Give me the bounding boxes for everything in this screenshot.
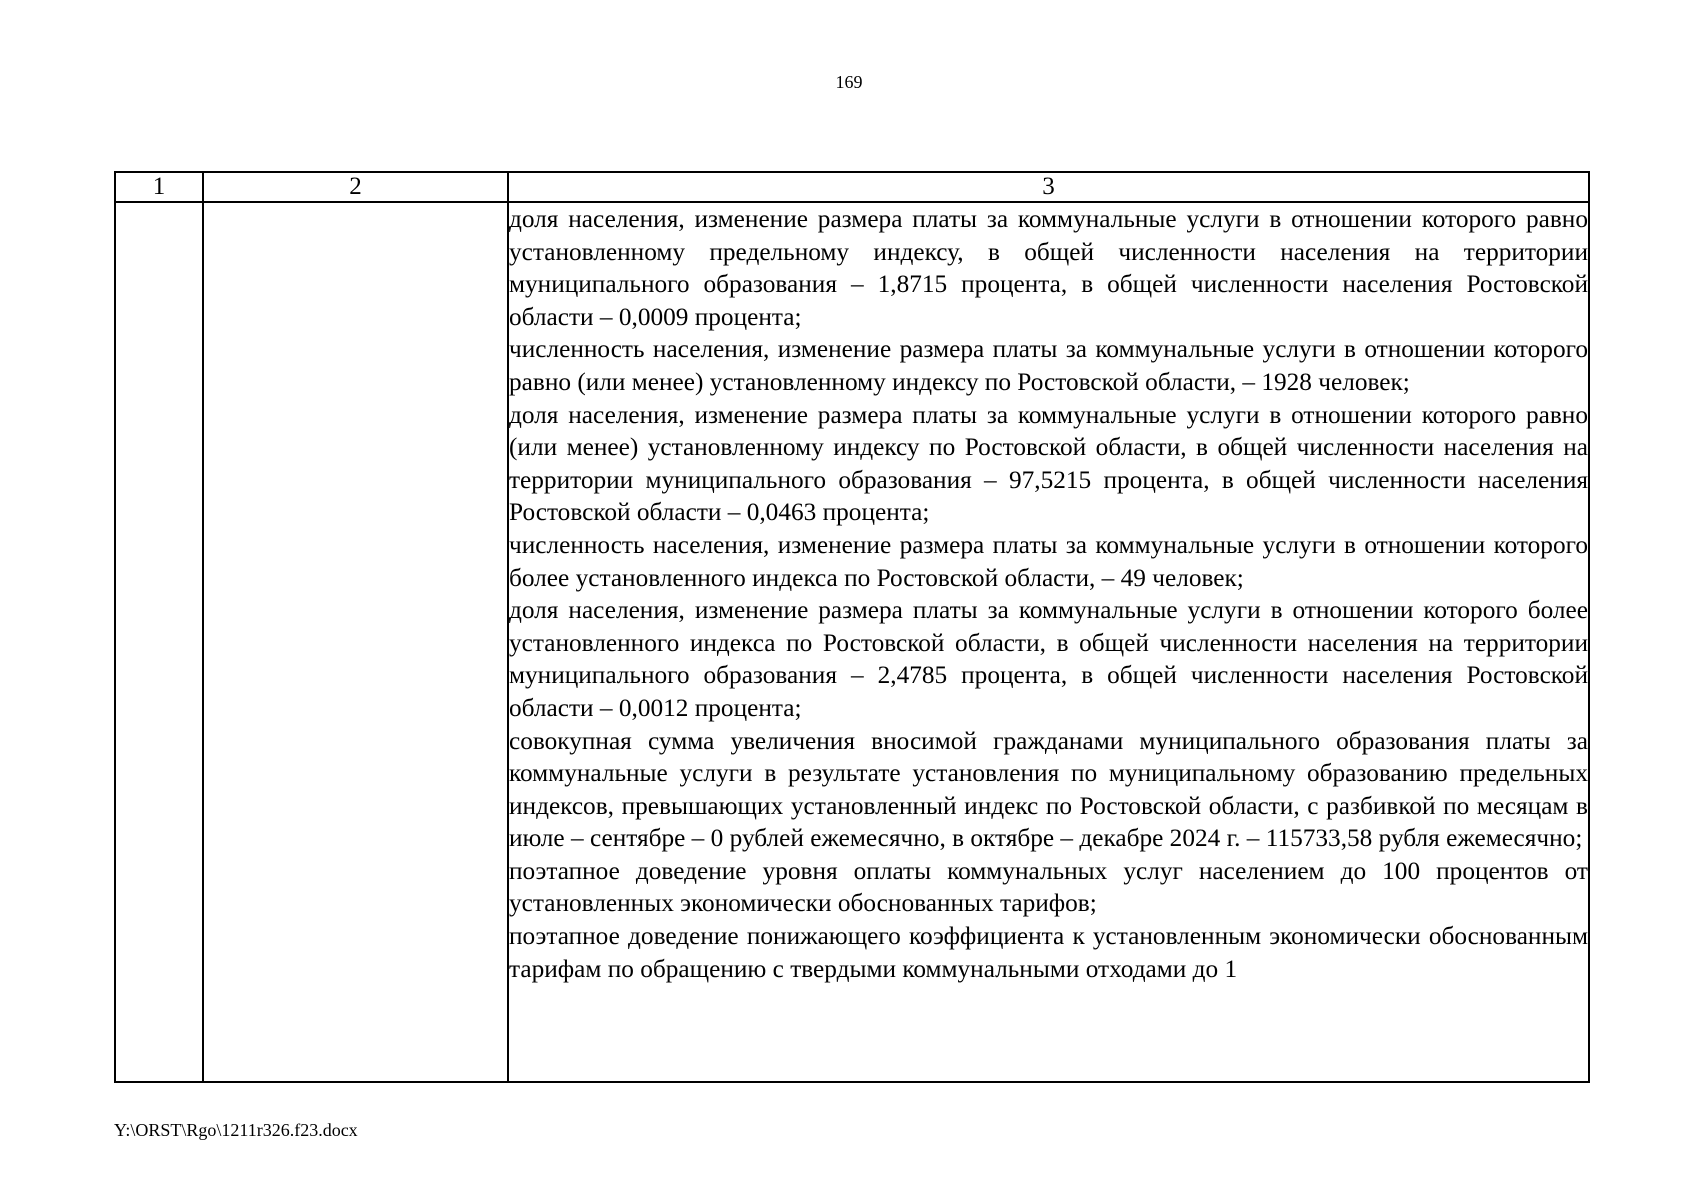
paragraph-population-share-equal-or-less: доля населения, изменение размера платы за коммунальные услуги в отношении которого равно (или менее) установленному индексу по Ростовской области, в общей численности населения на территории муниципального образования – 97,5215 процента, в общей численности населения Ростовской области – 0,0463 процента; — [509, 400, 1588, 527]
column-header-1: 1 — [115, 172, 203, 202]
column-header-3: 3 — [508, 172, 1589, 202]
document-table — [114, 171, 1590, 1083]
paragraph-gradual-payment-level: поэтапное доведение уровня оплаты коммунальных услуг населением до 100 процентов от установленных экономически обоснованных тарифов; — [509, 856, 1588, 918]
paragraph-population-count-above-index: численность населения, изменение размера платы за коммунальные услуги в отношении которого более установленного индекса по Ростовской области, – 49 человек; — [509, 530, 1588, 592]
footer-file-path: Y:\ORST\Rgo\1211r326.f23.docx — [114, 1120, 358, 1140]
empty-cell-column-1 — [115, 202, 203, 1082]
paragraph-population-count-equal-or-less: численность населения, изменение размера платы за коммунальные услуги в отношении которого равно (или менее) установленному индексу по Ростовской области, – 1928 человек; — [509, 335, 1588, 396]
paragraph-waste-coefficient: поэтапное доведение понижающего коэффициента к установленным экономически обоснованным тарифам по обращению с твердыми коммунальными отходами до 1 — [509, 922, 1588, 983]
paragraph-population-share-above-index: доля населения, изменение размера платы за коммунальные услуги в отношении которого более установленного индекса по Ростовской области, в общей численности населения на территории муниципального образования – 2,4785 процента, в общей численности населения Ростовской области – 0,0012 процента; — [509, 596, 1588, 722]
page-number: 169 — [835, 72, 863, 92]
text-cell-column-3 — [508, 202, 1589, 1082]
table-header-row — [115, 172, 1589, 202]
paragraph-population-share-limit-index: доля населения, изменение размера платы за коммунальные услуги в отношении которого равно установленному предельному индексу, в общей численности населения на территории муниципального образования – 1,8715 процента, в общей численности населения Ростовской области – 0,0009 процента; — [509, 205, 1588, 331]
paragraph-total-payment-increase: совокупная сумма увеличения вносимой гражданами муниципального образования платы за коммунальные услуги в результате установления по муниципальному образованию предельных индексов, превышающих установленный индекс по Ростовской области, с разбивкой по месяцам в июле – сентябре – 0 рублей ежемесячно, в октябре – декабре 2024 г. – 115733,58 рубля ежемесячно; — [509, 726, 1588, 853]
column-header-2: 2 — [203, 172, 508, 202]
table-row — [115, 202, 1589, 1082]
empty-cell-column-2 — [203, 202, 508, 1082]
